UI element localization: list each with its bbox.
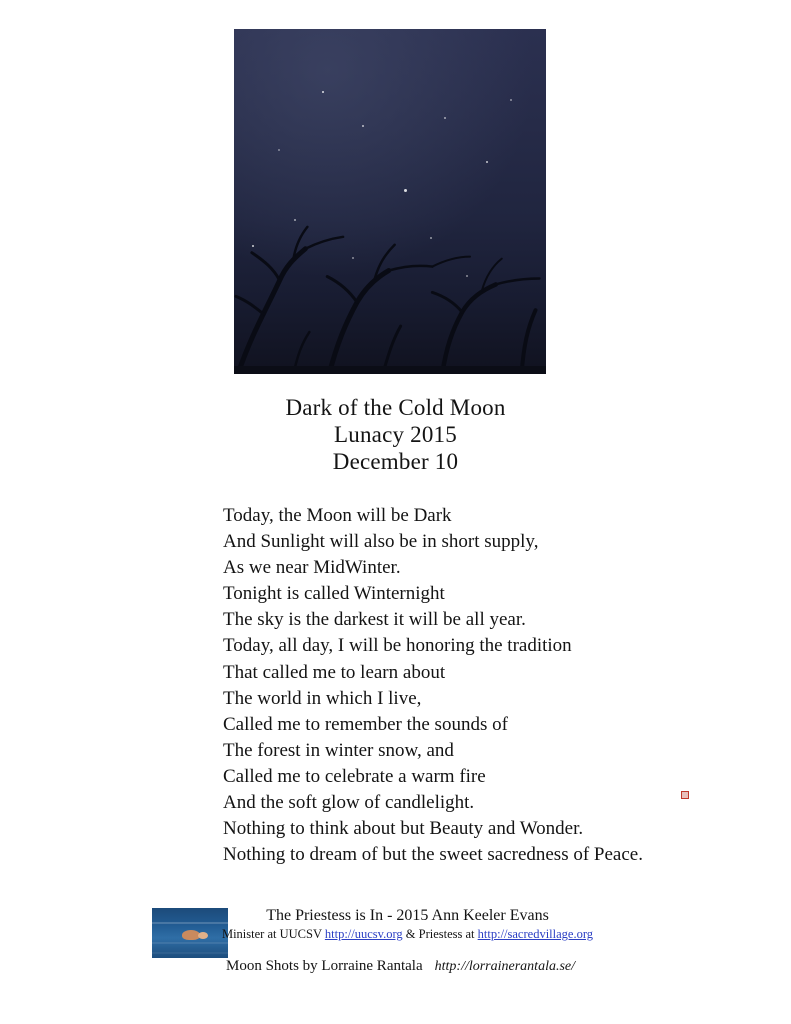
- credit-main: The Priestess is In - 2015 Ann Keeler Evans: [266, 907, 549, 924]
- photo-credit-prefix: Moon Shots by: [225, 958, 322, 974]
- poem-line: Nothing to think about but Beauty and Wonder.: [223, 818, 584, 840]
- poem-line: And the soft glow of candlelight.: [223, 792, 475, 814]
- credit-minister-prefix: Minister at UUCSV: [221, 927, 325, 941]
- photo-credit-url[interactable]: http://lorrainerantala.se/: [434, 959, 576, 974]
- poem-body: [223, 503, 743, 868]
- poem-line: Today, the Moon will be Dark: [223, 505, 452, 526]
- poem-line: As we near MidWinter.: [223, 557, 401, 579]
- photo-credit-line: [0, 954, 791, 979]
- poem-line: Called me to remember the sounds of: [223, 713, 508, 735]
- title-line-2: Lunacy 2015: [334, 422, 457, 447]
- credit-minister-line: [0, 926, 791, 943]
- poem-line: The forest in winter snow, and: [223, 739, 454, 761]
- title-line-1: Dark of the Cold Moon: [285, 395, 506, 420]
- page-title: [0, 394, 791, 475]
- poem-line: And Sunlight will also be in short supply,: [223, 531, 539, 553]
- night-sky-image: [234, 29, 546, 374]
- poem-line: The world in which I live,: [223, 687, 422, 709]
- poem-line: Tonight is called Winternight: [223, 583, 445, 605]
- sacredvillage-link[interactable]: http://sacredvillage.org: [477, 927, 594, 941]
- poem-line: The sky is the darkest it will be all year.: [223, 609, 526, 631]
- night-sky-photo: [234, 29, 546, 374]
- poem-line: That called me to learn about: [223, 661, 446, 683]
- credit-middle-text: & Priestess at: [402, 927, 478, 941]
- poem-line: Today, all day, I will be honoring the tradition: [223, 635, 572, 657]
- red-mark-artifact: [681, 791, 689, 799]
- title-line-3: December 10: [332, 449, 459, 474]
- uucsv-link[interactable]: http://uucsv.org: [324, 927, 403, 941]
- horizon-line: [234, 366, 546, 374]
- poem-line: Nothing to dream of but the sweet sacredness of Peace.: [223, 844, 643, 866]
- tree-silhouette-icon: [234, 215, 543, 374]
- footer-credits: [0, 905, 791, 979]
- photo-credit-name: Lorraine Rantala: [321, 958, 423, 974]
- poem-line: Called me to celebrate a warm fire: [223, 765, 486, 787]
